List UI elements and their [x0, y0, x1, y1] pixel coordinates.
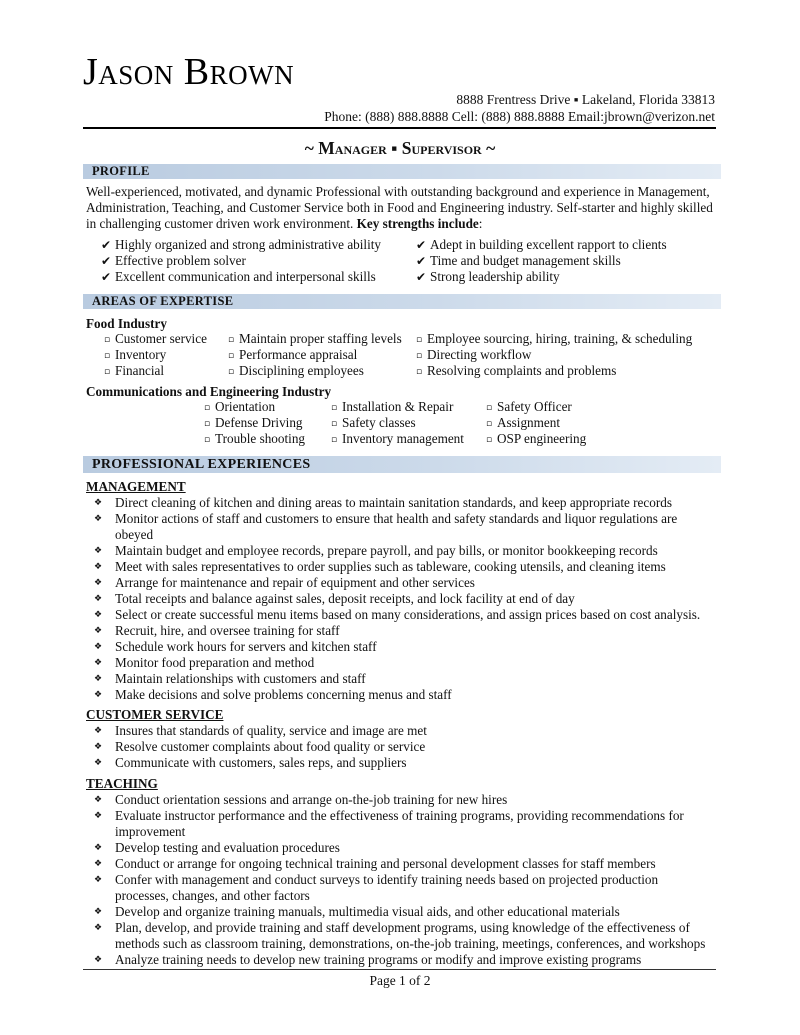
expertise-item: [104, 363, 164, 380]
expertise-item: [104, 347, 166, 364]
diamond-bullet-icon: ❖: [94, 907, 103, 917]
square-bullet-icon: ▫: [486, 419, 493, 429]
diamond-bullet-icon: ❖: [94, 955, 103, 965]
profile-text: [86, 184, 718, 232]
list-item-text: Resolve customer complaints about food quality or service: [115, 739, 426, 754]
checkmark-icon: ✔: [416, 238, 427, 252]
diamond-bullet-icon: ❖: [94, 811, 103, 821]
teaching-label: TEACHING: [86, 776, 158, 791]
expertise-item: [228, 347, 357, 364]
key-strengths-colon: :: [478, 216, 483, 231]
experience-heading: PROFESSIONAL EXPERIENCES: [92, 457, 311, 472]
expertise-item: [204, 431, 305, 448]
diamond-bullet-icon: ❖: [94, 674, 103, 684]
expertise-section-bar: [83, 294, 721, 309]
list-item-text: Select or create successful menu items based on many considerations, and assign prices based on cost analysis.: [115, 607, 701, 622]
list-item-text: Monitor actions of staff and customers to ensure that health and safety standards and liquor regulations are obeyed: [115, 511, 678, 542]
list-item-text: Maintain relationships with customers and staff: [115, 671, 366, 686]
strength-item: [416, 237, 667, 253]
square-bullet-icon: ▫: [228, 335, 235, 345]
list-item-text: Evaluate instructor performance and the effectiveness of training programs, providing recommendations for improvement: [115, 808, 684, 839]
list-item-text: Plan, develop, and provide training and staff development programs, using knowledge of the effectiveness of methods such as classroom training, demonstrations, on-the-job training, meetings, conferences, and workshops: [115, 920, 706, 951]
diamond-bullet-icon: ❖: [94, 594, 103, 604]
diamond-bullet-icon: ❖: [94, 514, 103, 524]
square-bullet-icon: ▫: [416, 335, 423, 345]
diamond-bullet-icon: ❖: [94, 923, 103, 933]
expertise-text: Financial: [115, 363, 165, 378]
expertise-text: Safety classes: [342, 415, 416, 430]
list-item-text: Total receipts and balance against sales, deposit receipts, and lock facility at end of day: [115, 591, 575, 606]
profile-heading: PROFILE: [92, 164, 150, 178]
square-bullet-icon: ▫: [486, 435, 493, 445]
expertise-text: Inventory: [115, 347, 167, 362]
expertise-item: [331, 399, 453, 416]
square-bullet-icon: ▫: [228, 367, 235, 377]
candidate-name: Jason Brown: [83, 51, 295, 93]
list-item-text: Maintain budget and employee records, prepare payroll, and pay bills, or monitor bookkeeping records: [115, 543, 658, 558]
square-bullet-icon: ▫: [416, 367, 423, 377]
expertise-item: [486, 431, 586, 448]
strength-text: Time and budget management skills: [430, 253, 621, 268]
diamond-bullet-icon: ❖: [94, 795, 103, 805]
square-bullet-icon: ▫: [204, 419, 211, 429]
diamond-bullet-icon: ❖: [94, 658, 103, 668]
expertise-text: Employee sourcing, hiring, training, & scheduling: [427, 331, 693, 346]
diamond-bullet-icon: ❖: [94, 859, 103, 869]
resume-title: ~ Manager ▪ Supervisor ~: [304, 138, 496, 158]
contact-line: Phone: (888) 888.8888 Cell: (888) 888.8888 Email:jbrown@verizon.net: [324, 109, 715, 124]
checkmark-icon: ✔: [101, 270, 112, 284]
square-bullet-icon: ▫: [104, 367, 111, 377]
list-item-text: Monitor food preparation and method: [115, 655, 315, 670]
expertise-item: [486, 399, 572, 416]
expertise-text: Maintain proper staffing levels: [239, 331, 402, 346]
strength-text: Excellent communication and interpersonal skills: [115, 269, 376, 284]
diamond-bullet-icon: ❖: [94, 578, 103, 588]
square-bullet-icon: ▫: [331, 435, 338, 445]
list-item-text: Meet with sales representatives to order supplies such as tableware, cooking utensils, and cleaning items: [115, 559, 666, 574]
diamond-bullet-icon: ❖: [94, 690, 103, 700]
expertise-text: Defense Driving: [215, 415, 303, 430]
expertise-text: Directing workflow: [427, 347, 532, 362]
footer-divider: [83, 969, 716, 970]
strength-item: [101, 253, 246, 269]
list-item-text: Insures that standards of quality, service and image are met: [115, 723, 427, 738]
list-item-text: Analyze training needs to develop new training programs or modify and improve existing programs: [115, 952, 642, 967]
engineering-industry-label: Communications and Engineering Industry: [86, 384, 332, 399]
square-bullet-icon: ▫: [204, 435, 211, 445]
expertise-text: OSP engineering: [497, 431, 587, 446]
list-item-text: Communicate with customers, sales reps, and suppliers: [115, 755, 407, 770]
expertise-heading: AREAS OF EXPERTISE: [92, 294, 234, 308]
list-item-text: Conduct or arrange for ongoing technical training and personal development classes for staff members: [115, 856, 656, 871]
diamond-bullet-icon: ❖: [94, 726, 103, 736]
expertise-item: [416, 363, 616, 380]
customer-service-label: CUSTOMER SERVICE: [86, 707, 224, 722]
diamond-bullet-icon: ❖: [94, 610, 103, 620]
expertise-text: Safety Officer: [497, 399, 572, 414]
expertise-item: [416, 331, 692, 348]
strength-item: [416, 253, 621, 269]
header-divider: [83, 127, 716, 129]
expertise-item: [228, 331, 402, 348]
profile-line-2: Administration, Teaching, and Customer Service both in Food and Engineering industry. Self-starter and highly skilled: [86, 200, 713, 215]
expertise-text: Customer service: [115, 331, 207, 346]
expertise-text: Resolving complaints and problems: [427, 363, 617, 378]
list-item-text: Schedule work hours for servers and kitchen staff: [115, 639, 377, 654]
checkmark-icon: ✔: [416, 270, 427, 284]
expertise-item: [331, 431, 464, 448]
list-item-text: Direct cleaning of kitchen and dining areas to maintain sanitation standards, and keep appropriate records: [115, 495, 672, 510]
management-label: MANAGEMENT: [86, 479, 186, 494]
square-bullet-icon: ▫: [228, 351, 235, 361]
list-item-text: Develop testing and evaluation procedures: [115, 840, 340, 855]
expertise-text: Performance appraisal: [239, 347, 358, 362]
list-item-text: Develop and organize training manuals, multimedia visual aids, and other educational materials: [115, 904, 620, 919]
list-item-text: Arrange for maintenance and repair of equipment and other services: [115, 575, 475, 590]
diamond-bullet-icon: ❖: [94, 546, 103, 556]
strength-item: [416, 269, 560, 285]
profile-line-3-text: in challenging customer driven work environment.: [86, 216, 354, 231]
expertise-item: [228, 363, 364, 380]
square-bullet-icon: ▫: [416, 351, 423, 361]
square-bullet-icon: ▫: [204, 403, 211, 413]
diamond-bullet-icon: ❖: [94, 875, 103, 885]
list-item-text: Confer with management and conduct surveys to identify training needs based on projected production processes, changes, and other factors: [115, 872, 659, 903]
strength-text: Adept in building excellent rapport to clients: [430, 237, 667, 252]
strength-text: Effective problem solver: [115, 253, 246, 268]
diamond-bullet-icon: ❖: [94, 498, 103, 508]
square-bullet-icon: ▫: [486, 403, 493, 413]
expertise-text: Assignment: [497, 415, 561, 430]
checkmark-icon: ✔: [416, 254, 427, 268]
address-line: 8888 Frentress Drive ▪ Lakeland, Florida 33813: [456, 92, 715, 107]
profile-line-1: Well-experienced, motivated, and dynamic Professional with outstanding background and experience in Management,: [86, 184, 710, 199]
list-item-text: Make decisions and solve problems concerning menus and staff: [115, 687, 452, 702]
square-bullet-icon: ▫: [104, 351, 111, 361]
list-item-text: Recruit, hire, and oversee training for staff: [115, 623, 340, 638]
expertise-text: Trouble shooting: [215, 431, 306, 446]
profile-section-bar: [83, 164, 721, 179]
diamond-bullet-icon: ❖: [94, 758, 103, 768]
square-bullet-icon: ▫: [104, 335, 111, 345]
list-item-text: Conduct orientation sessions and arrange on-the-job training for new hires: [115, 792, 508, 807]
strength-text: Strong leadership ability: [430, 269, 560, 284]
diamond-bullet-icon: ❖: [94, 742, 103, 752]
strength-text: Highly organized and strong administrative ability: [115, 237, 382, 252]
experience-section-bar: [83, 456, 721, 473]
strength-item: [101, 237, 381, 253]
diamond-bullet-icon: ❖: [94, 642, 103, 652]
expertise-text: Disciplining employees: [239, 363, 364, 378]
key-strengths-label: Key strengths include: [356, 216, 479, 231]
profile-line-3: [86, 216, 718, 232]
diamond-bullet-icon: ❖: [94, 843, 103, 853]
expertise-item: [204, 399, 275, 416]
expertise-text: Inventory management: [342, 431, 464, 446]
expertise-text: Orientation: [215, 399, 276, 414]
strength-item: [101, 269, 376, 285]
expertise-item: [416, 347, 531, 364]
expertise-item: [486, 415, 560, 432]
page-number: Page 1 of 2: [369, 973, 431, 988]
food-industry-label: Food Industry: [86, 316, 167, 331]
checkmark-icon: ✔: [101, 254, 112, 268]
square-bullet-icon: ▫: [331, 419, 338, 429]
expertise-item: [104, 331, 207, 348]
diamond-bullet-icon: ❖: [94, 562, 103, 572]
expertise-item: [204, 415, 303, 432]
square-bullet-icon: ▫: [331, 403, 338, 413]
checkmark-icon: ✔: [101, 238, 112, 252]
expertise-item: [331, 415, 416, 432]
diamond-bullet-icon: ❖: [94, 626, 103, 636]
expertise-text: Installation & Repair: [342, 399, 454, 414]
